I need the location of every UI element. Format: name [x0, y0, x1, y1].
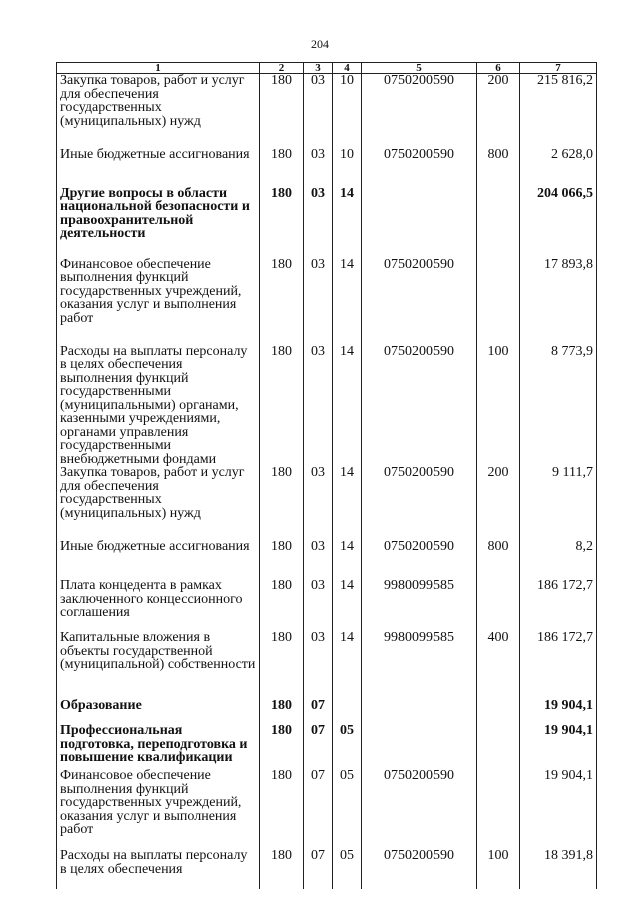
row-name: Капитальные вложения в объекты государственной (муниципальной) собственности — [57, 631, 260, 699]
row-name: Иные бюджетные ассигнования — [57, 540, 260, 579]
row-col-4: 14 — [333, 258, 362, 345]
table-row — [57, 769, 597, 849]
table-row — [57, 699, 597, 724]
row-col-6: 100 — [477, 849, 520, 889]
table-row — [57, 849, 597, 889]
header-col-3: 3 — [304, 63, 333, 74]
row-col-3: 03 — [304, 466, 333, 540]
row-name: Расходы на выплаты персоналу в целях обеспечения выполнения функций государственными (муниципальными) органами, казенными учреждениями, органами управления государственными внебюджетными фондами — [57, 345, 260, 467]
header-col-7: 7 — [520, 63, 597, 74]
row-col-2: 180 — [260, 466, 304, 540]
row-col-5 — [362, 724, 477, 769]
row-col-5: 0750200590 — [362, 74, 477, 148]
row-col-6: 800 — [477, 148, 520, 187]
table-row — [57, 148, 597, 187]
row-col-3: 07 — [304, 769, 333, 849]
header-col-1: 1 — [57, 63, 260, 74]
row-col-3: 07 — [304, 849, 333, 889]
row-amount: 19 904,1 — [520, 699, 597, 724]
row-name: Финансовое обеспечение выполнения функций государственных учреждений, оказания услуг и выполнения работ — [57, 258, 260, 345]
table-body — [57, 74, 597, 890]
row-col-3: 03 — [304, 258, 333, 345]
row-col-2: 180 — [260, 187, 304, 258]
row-col-3: 03 — [304, 631, 333, 699]
row-col-4: 05 — [333, 849, 362, 889]
row-amount: 18 391,8 — [520, 849, 597, 889]
row-name: Закупка товаров, работ и услуг для обеспечения государственных (муниципальных) нужд — [57, 466, 260, 540]
row-col-4: 14 — [333, 187, 362, 258]
row-col-6: 800 — [477, 540, 520, 579]
row-col-2: 180 — [260, 74, 304, 148]
row-amount: 215 816,2 — [520, 74, 597, 148]
row-col-2: 180 — [260, 540, 304, 579]
row-name: Другие вопросы в области национальной безопасности и правоохранительной деятельности — [57, 187, 260, 258]
row-col-5 — [362, 699, 477, 724]
row-col-5: 0750200590 — [362, 345, 477, 467]
row-amount: 8 773,9 — [520, 345, 597, 467]
row-col-6: 200 — [477, 466, 520, 540]
row-col-6: 200 — [477, 74, 520, 148]
row-name: Образование — [57, 699, 260, 724]
row-name: Плата концедента в рамках заключенного концессионного соглашения — [57, 579, 260, 631]
row-amount: 8,2 — [520, 540, 597, 579]
table-row — [57, 724, 597, 769]
row-col-5: 0750200590 — [362, 769, 477, 849]
row-col-2: 180 — [260, 724, 304, 769]
header-col-5: 5 — [362, 63, 477, 74]
row-amount: 17 893,8 — [520, 258, 597, 345]
row-name: Расходы на выплаты персоналу в целях обеспечения — [57, 849, 260, 889]
table-row — [57, 258, 597, 345]
row-amount: 9 111,7 — [520, 466, 597, 540]
row-col-2: 180 — [260, 849, 304, 889]
row-col-5: 0750200590 — [362, 148, 477, 187]
row-col-4: 14 — [333, 345, 362, 467]
row-name: Финансовое обеспечение выполнения функций государственных учреждений, оказания услуг и выполнения работ — [57, 769, 260, 849]
row-col-2: 180 — [260, 345, 304, 467]
row-col-6 — [477, 258, 520, 345]
row-col-2: 180 — [260, 769, 304, 849]
row-col-5: 9980099585 — [362, 579, 477, 631]
budget-table — [56, 62, 597, 889]
row-col-4: 14 — [333, 540, 362, 579]
row-col-4: 10 — [333, 148, 362, 187]
row-col-6 — [477, 699, 520, 724]
row-col-6: 100 — [477, 345, 520, 467]
row-col-4: 05 — [333, 769, 362, 849]
row-col-3: 07 — [304, 724, 333, 769]
row-col-3: 03 — [304, 579, 333, 631]
table-row — [57, 187, 597, 258]
table-row — [57, 466, 597, 540]
header-col-4: 4 — [333, 63, 362, 74]
row-col-2: 180 — [260, 148, 304, 187]
row-name: Профессиональная подготовка, переподготовка и повышение квалификации — [57, 724, 260, 769]
row-amount: 19 904,1 — [520, 724, 597, 769]
row-col-3: 03 — [304, 148, 333, 187]
row-col-6 — [477, 579, 520, 631]
row-col-5: 0750200590 — [362, 849, 477, 889]
row-col-2: 180 — [260, 631, 304, 699]
row-col-5: 9980099585 — [362, 631, 477, 699]
table-row — [57, 631, 597, 699]
row-col-5 — [362, 187, 477, 258]
row-col-3: 03 — [304, 540, 333, 579]
row-amount: 186 172,7 — [520, 579, 597, 631]
row-amount: 2 628,0 — [520, 148, 597, 187]
row-amount: 19 904,1 — [520, 769, 597, 849]
table-row — [57, 540, 597, 579]
row-col-2: 180 — [260, 579, 304, 631]
row-col-3: 03 — [304, 345, 333, 467]
row-col-2: 180 — [260, 258, 304, 345]
row-col-6 — [477, 724, 520, 769]
table-row — [57, 345, 597, 467]
row-col-5: 0750200590 — [362, 540, 477, 579]
row-col-4: 05 — [333, 724, 362, 769]
header-col-2: 2 — [260, 63, 304, 74]
row-col-6 — [477, 769, 520, 849]
row-col-5: 0750200590 — [362, 258, 477, 345]
row-col-5: 0750200590 — [362, 466, 477, 540]
row-col-4: 14 — [333, 631, 362, 699]
row-col-4: 14 — [333, 579, 362, 631]
table-row — [57, 579, 597, 631]
row-amount: 204 066,5 — [520, 187, 597, 258]
row-name: Иные бюджетные ассигнования — [57, 148, 260, 187]
page-number: 204 — [311, 37, 329, 51]
header-col-6: 6 — [477, 63, 520, 74]
row-col-2: 180 — [260, 699, 304, 724]
table-row — [57, 74, 597, 148]
row-col-6: 400 — [477, 631, 520, 699]
row-col-3: 07 — [304, 699, 333, 724]
row-name: Закупка товаров, работ и услуг для обеспечения государственных (муниципальных) нужд — [57, 74, 260, 148]
row-col-6 — [477, 187, 520, 258]
row-col-4: 14 — [333, 466, 362, 540]
table-header-row — [57, 63, 597, 74]
row-col-4: 10 — [333, 74, 362, 148]
row-amount: 186 172,7 — [520, 631, 597, 699]
row-col-3: 03 — [304, 74, 333, 148]
row-col-4 — [333, 699, 362, 724]
row-col-3: 03 — [304, 187, 333, 258]
